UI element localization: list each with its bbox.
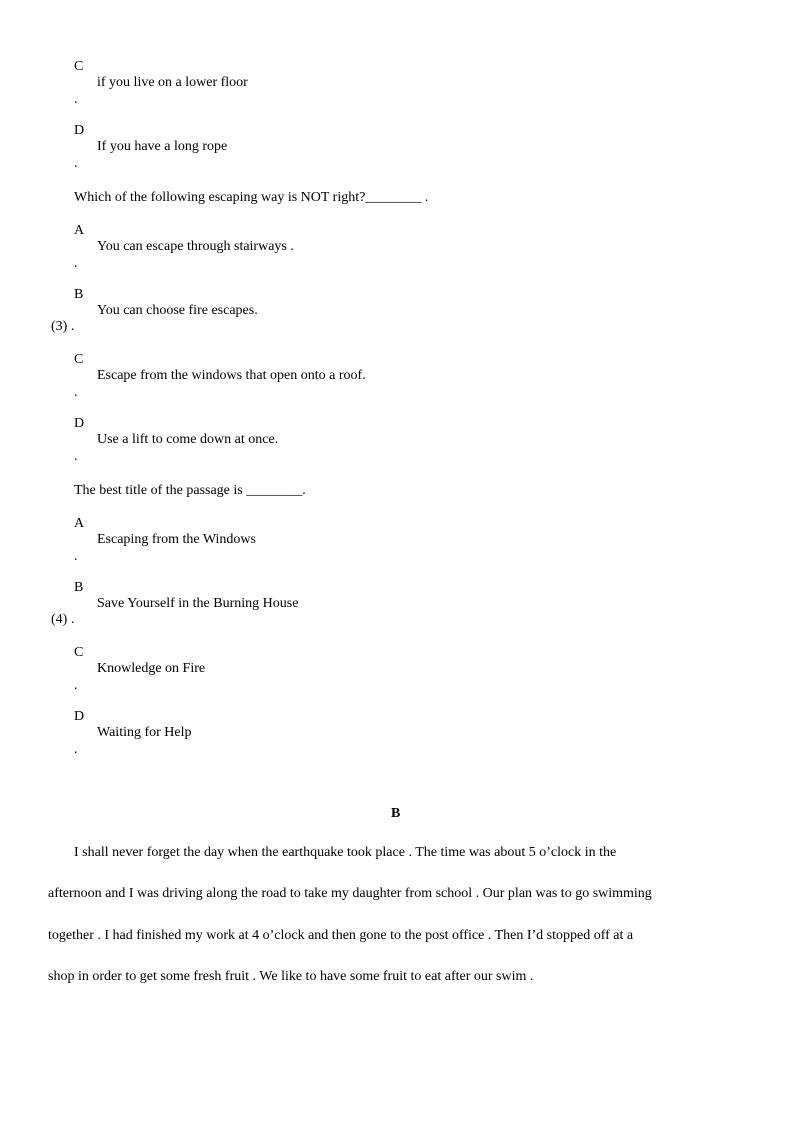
option-text-d: If you have a long rope xyxy=(97,139,228,154)
option-letter-c: C xyxy=(74,645,84,660)
option-letter-a: A xyxy=(74,223,85,238)
option-text-b: Save Yourself in the Burning House xyxy=(97,596,299,611)
option-letter-c: C xyxy=(74,352,84,367)
option-text-c: Escape from the windows that open onto a roof. xyxy=(97,368,366,383)
option-dot-d: . xyxy=(74,742,78,757)
option-letter-d: D xyxy=(74,416,85,431)
question-stem: The best title of the passage is ________. xyxy=(74,483,306,498)
question-stem: Which of the following escaping way is NOT right?________ . xyxy=(74,190,429,205)
paragraph-line: I shall never forget the day when the earthquake took place . The time was about 5 o’clock in the xyxy=(74,845,617,860)
option-letter-b: B xyxy=(74,580,84,595)
option-text-b: You can choose fire escapes. xyxy=(97,303,258,318)
question-number: (4) . xyxy=(51,612,75,627)
option-letter-a: A xyxy=(74,516,85,531)
option-text-d: Use a lift to come down at once. xyxy=(97,432,279,447)
option-letter-d: D xyxy=(74,709,85,724)
section-title: B xyxy=(391,806,401,821)
option-text-c: if you live on a lower floor xyxy=(97,75,248,90)
option-dot-c: . xyxy=(74,92,78,107)
paragraph-line: together . I had finished my work at 4 o’clock and then gone to the post office . Then I’d stopped off at a xyxy=(48,928,634,943)
option-letter-d: D xyxy=(74,123,85,138)
option-letter-b: B xyxy=(74,287,84,302)
option-dot-c: . xyxy=(74,385,78,400)
option-text-d: Waiting for Help xyxy=(97,725,192,740)
option-dot-c: . xyxy=(74,678,78,693)
option-text-c: Knowledge on Fire xyxy=(97,661,206,676)
paragraph-line: shop in order to get some fresh fruit . We like to have some fruit to eat after our swim . xyxy=(48,969,534,984)
option-dot-d: . xyxy=(74,449,78,464)
option-letter-c: C xyxy=(74,59,84,74)
option-dot-d: . xyxy=(74,156,78,171)
option-dot-a: . xyxy=(74,256,78,271)
paragraph-line: afternoon and I was driving along the road to take my daughter from school . Our plan was to go swimming xyxy=(48,886,652,901)
option-text-a: Escaping from the Windows xyxy=(97,532,256,547)
option-dot-a: . xyxy=(74,549,78,564)
option-text-a: You can escape through stairways . xyxy=(97,239,294,254)
question-number: (3) . xyxy=(51,319,75,334)
